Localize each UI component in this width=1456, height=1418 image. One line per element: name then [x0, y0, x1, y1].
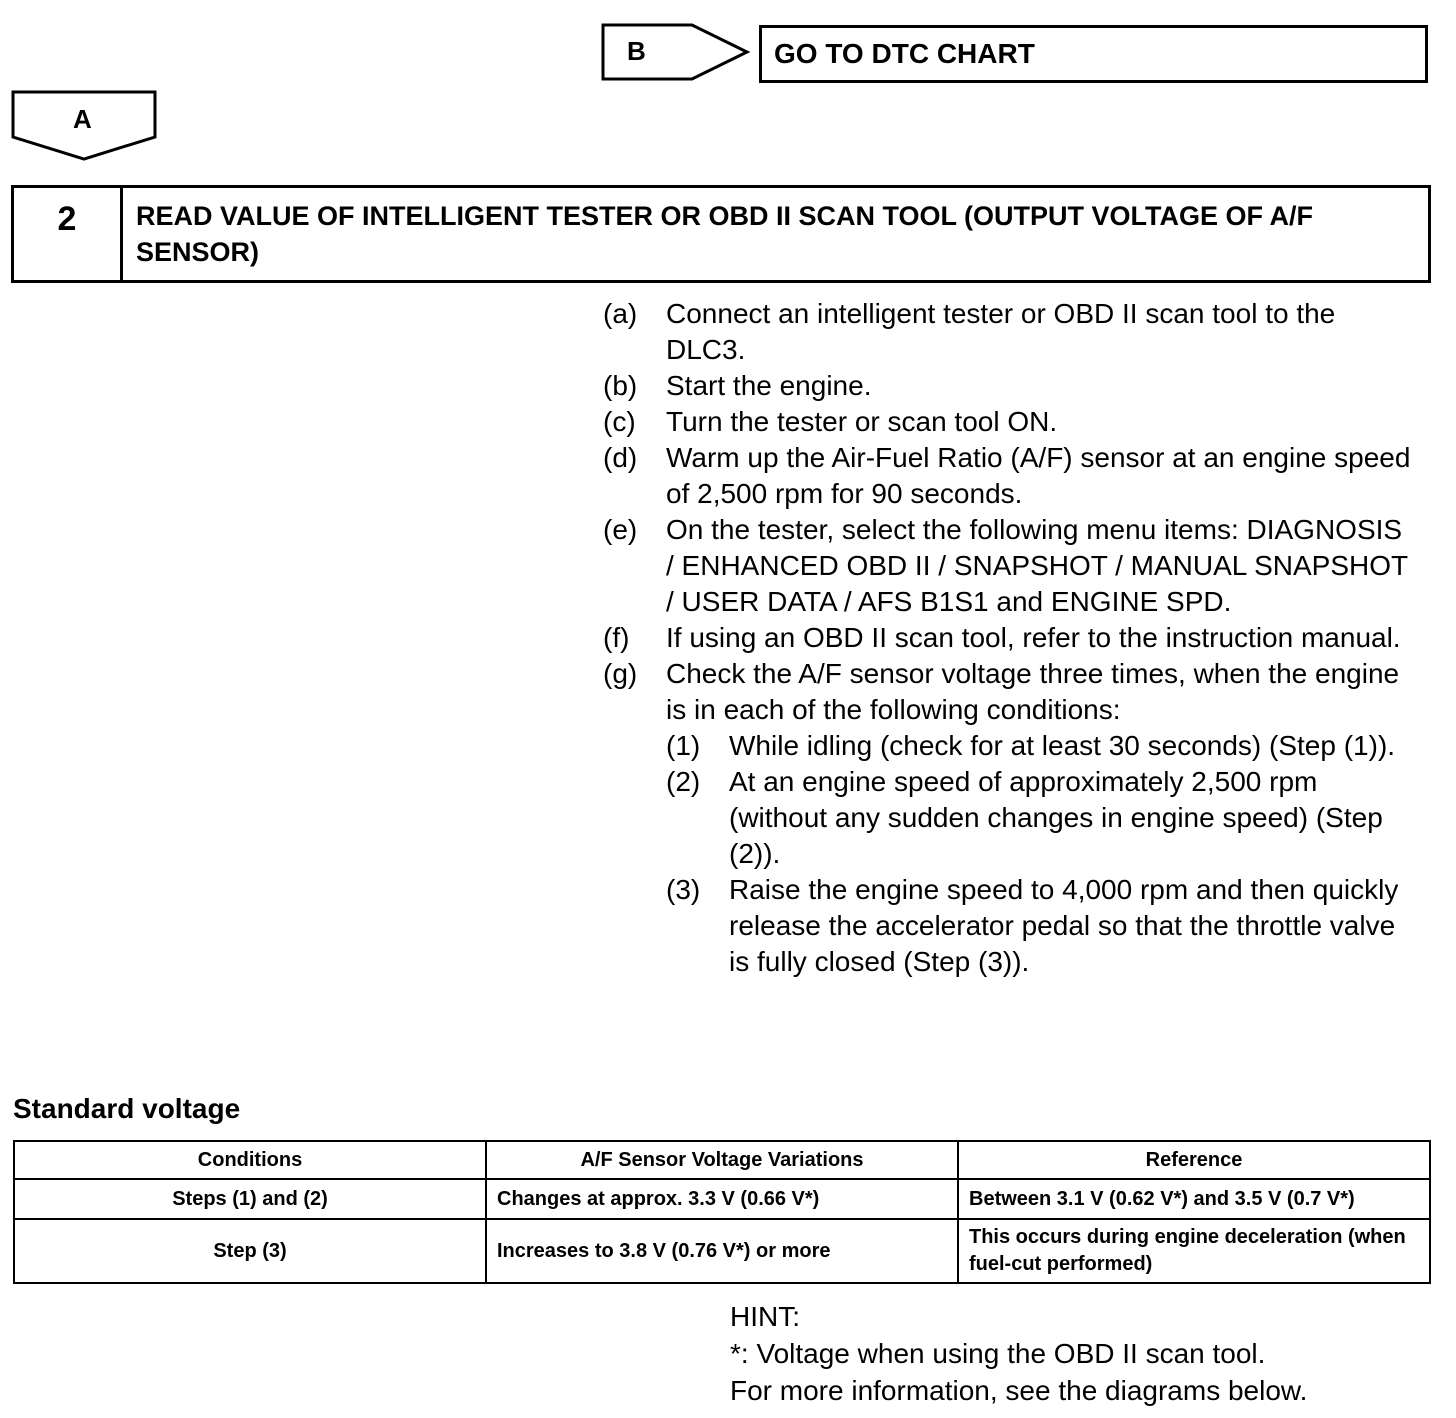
table-row: [14, 1179, 1430, 1219]
procedure-label: (b): [603, 370, 638, 401]
procedure-item: [603, 620, 1413, 656]
procedure-item: [603, 440, 1413, 512]
procedure-item: [603, 656, 1413, 980]
procedure-item: [603, 296, 1413, 368]
procedure-label: (g): [603, 658, 638, 689]
procedure-text: Connect an intelligent tester or OBD II scan tool to the DLC3.: [666, 298, 1336, 365]
table-cell: Changes at approx. 3.3 V (0.66 V*): [486, 1179, 958, 1219]
procedure-item: [603, 404, 1413, 440]
sub-step-text: Raise the engine speed to 4,000 rpm and then quickly release the accelerator pedal so that the throttle valve is fully closed (Step (3)).: [729, 874, 1399, 977]
branch-b-label: B: [627, 36, 646, 66]
sub-step-item: [666, 764, 1413, 872]
procedure-text: Start the engine.: [666, 370, 872, 401]
step-title: READ VALUE OF INTELLIGENT TESTER OR OBD II SCAN TOOL (OUTPUT VOLTAGE OF A/F SENSOR): [136, 201, 1314, 267]
goto-dtc-chart-link[interactable]: GO TO DTC CHART: [759, 25, 1428, 83]
branch-b-arrow-icon: [600, 22, 752, 84]
table-cell: Steps (1) and (2): [14, 1179, 486, 1219]
procedure-item: [603, 512, 1413, 620]
sub-step-item: [666, 728, 1413, 764]
sub-step-item: [666, 872, 1413, 980]
column-header: Reference: [958, 1141, 1430, 1179]
procedure-text: Check the A/F sensor voltage three times, when the engine is in each of the following conditions:: [666, 658, 1400, 725]
procedure-text: Warm up the Air-Fuel Ratio (A/F) sensor at an engine speed of 2,500 rpm for 90 seconds.: [666, 442, 1411, 509]
sub-step-label: (3): [666, 874, 701, 905]
sub-step-text: While idling (check for at least 30 seconds) (Step (1)).: [729, 730, 1396, 761]
standard-voltage-title: Standard voltage: [13, 1093, 241, 1124]
table-cell: This occurs during engine deceleration (when fuel-cut performed): [958, 1219, 1430, 1283]
procedure-text: On the tester, select the following menu items: DIAGNOSIS / ENHANCED OBD II / SNAPSHOT / MANUAL SNAPSHOT / USER DATA / AFS B1S1 and ENGINE SPD.: [666, 514, 1408, 617]
step-header: [11, 185, 1431, 283]
step-number: 2: [14, 188, 123, 280]
column-header: Conditions: [14, 1141, 486, 1179]
procedure-item: [603, 368, 1413, 404]
table-row: [14, 1219, 1430, 1283]
procedure-item-g: [666, 656, 1413, 980]
table-cell: Increases to 3.8 V (0.76 V*) or more: [486, 1219, 958, 1283]
procedure-label: (e): [603, 514, 638, 545]
hint-line: *: Voltage when using the OBD II scan tool.: [730, 1338, 1266, 1369]
column-header: A/F Sensor Voltage Variations: [486, 1141, 958, 1179]
branch-a-label: A: [73, 104, 92, 134]
table-cell: Step (3): [14, 1219, 486, 1283]
procedure-text: Turn the tester or scan tool ON.: [666, 406, 1058, 437]
procedure-label: (f): [603, 622, 630, 653]
procedure-label: (d): [603, 442, 638, 473]
standard-voltage-table: [13, 1140, 1431, 1284]
procedure-text: If using an OBD II scan tool, refer to the instruction manual.: [666, 622, 1401, 653]
procedure-label: (a): [603, 298, 638, 329]
hint-title: HINT:: [730, 1301, 800, 1332]
sub-step-text: At an engine speed of approximately 2,500 rpm (without any sudden changes in engine speed) (Step (2)).: [729, 766, 1383, 869]
procedure-list: [603, 296, 1413, 980]
sub-step-label: (1): [666, 730, 701, 761]
hint-line: For more information, see the diagrams below.: [730, 1375, 1308, 1406]
sub-step-label: (2): [666, 766, 701, 797]
hint-block: [730, 1298, 1430, 1409]
table-header-row: [14, 1141, 1430, 1179]
table-cell: Between 3.1 V (0.62 V*) and 3.5 V (0.7 V*): [958, 1179, 1430, 1219]
procedure-label: (c): [603, 406, 636, 437]
